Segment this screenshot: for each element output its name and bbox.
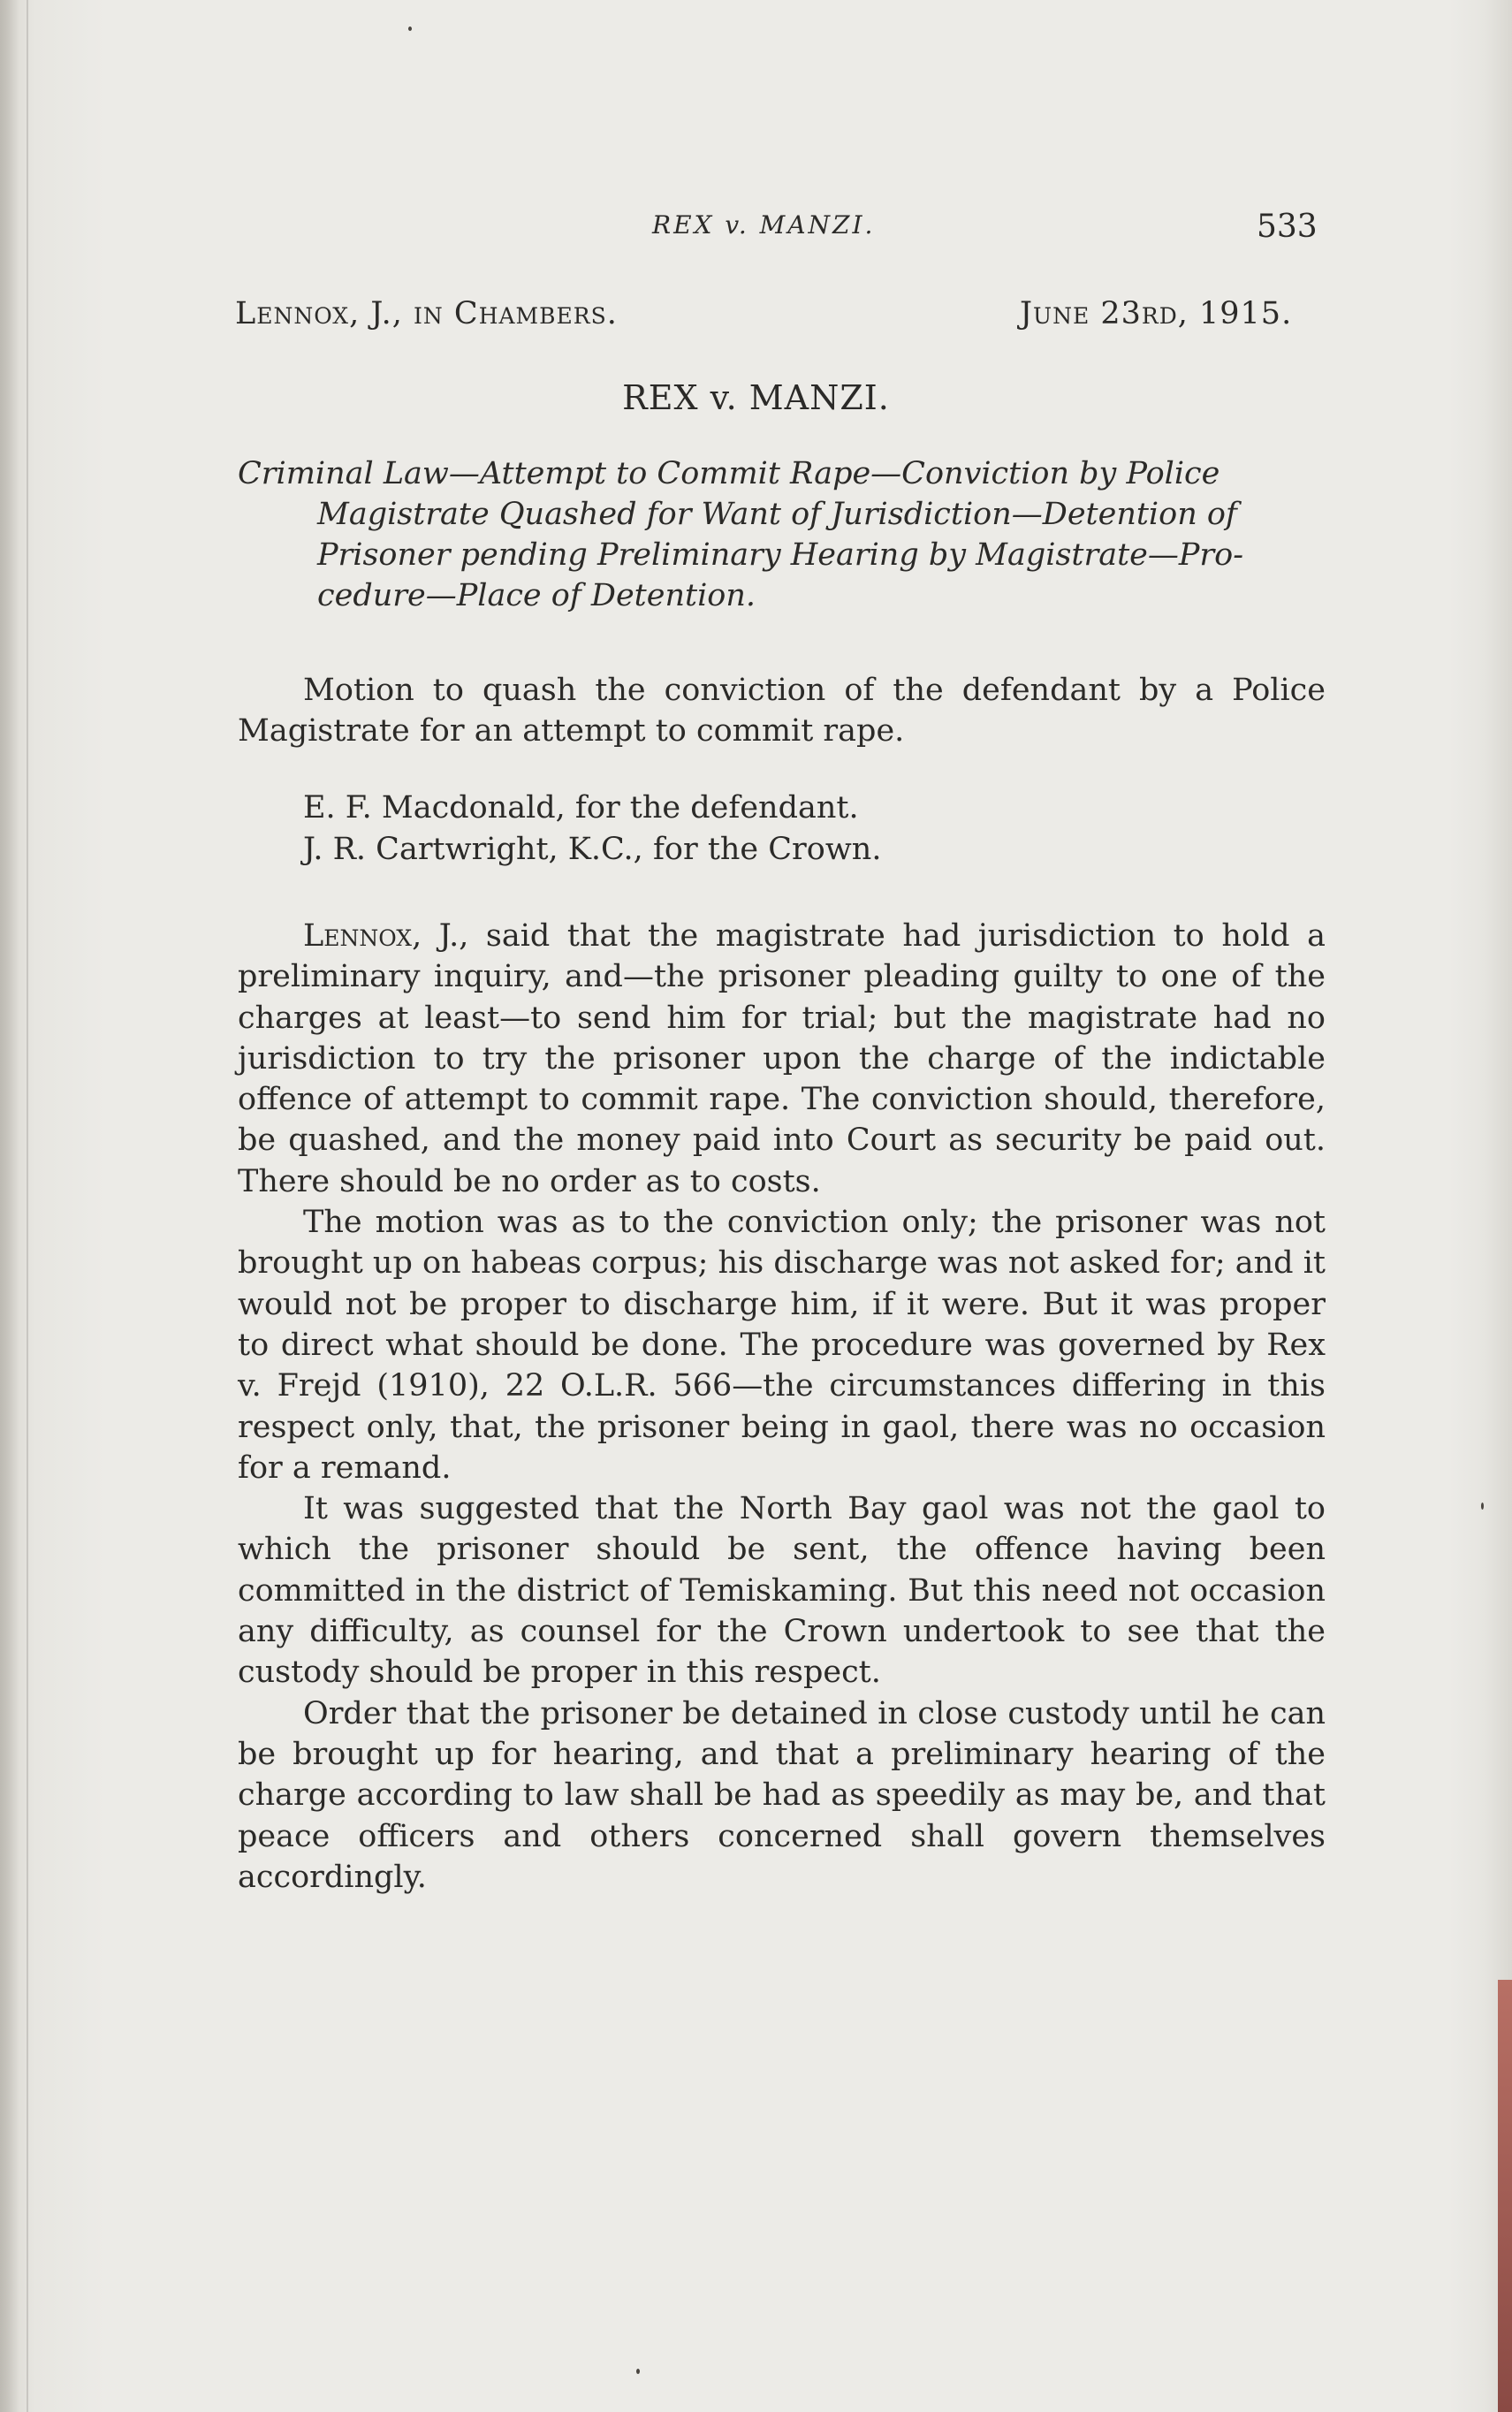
counsel-defendant: E. F. Macdonald, for the defendant. <box>303 790 859 826</box>
scan-speck <box>408 27 412 31</box>
motion-paragraph: Motion to quash the conviction of the defendant by a Police Magistrate for an attempt to commit rape. <box>238 673 1326 749</box>
date-line: June 23rd, 1915. <box>1020 296 1293 331</box>
judge-line: Lennox, J., in Chambers. <box>235 296 618 331</box>
running-title: REX v. MANZI. <box>652 210 876 240</box>
judgment-paragraph <box>238 916 1326 1202</box>
judgment-paragraph-text: , said that the magistrate had jurisdiction to hold a preliminary inquiry, and—the prisoner pleading guilty to one of the charges at least—to send him for trial; but the magistrate had no jurisdiction to try the prisoner upon the charge of the indictable offence of attempt to commit rape. The conviction should, therefore, be quashed, and the money paid into Court as security be paid out. There should be no order as to costs. <box>238 918 1326 1199</box>
headnote-line: Prisoner pending Preliminary Hearing by Magistrate—Pro- <box>317 537 1244 573</box>
judgment-paragraph: Order that the prisoner be detained in close custody until he can be brought up for hearing, and that a preliminary hearing of the charge according to law shall be had as speedily as may be, and that peace officers and others concerned shall govern themselves accordingly. <box>238 1695 1326 1895</box>
page-number: 533 <box>1257 209 1318 245</box>
adjacent-page-edge <box>1498 1980 1512 2412</box>
judgment-paragraph: The motion was as to the conviction only; the prisoner was not brought up on habeas corpus; his discharge was not asked for; and it would not be proper to discharge him, if it were. But it was proper to direct what should be done. The procedure was governed by Rex v. Frejd (1910), 22 O.L.R. 566—the circumstances differing in this respect only, that, the prisoner being in gaol, there was no occasion for a remand. <box>238 1205 1326 1486</box>
judgment-body <box>238 916 1326 1898</box>
headnote-line: cedure—Place of Detention. <box>317 578 756 613</box>
counsel-crown: J. R. Cartwright, K.C., for the Crown. <box>303 832 882 867</box>
judge-name: Lennox, J. <box>303 918 460 954</box>
headnote <box>158 453 1323 616</box>
headnote-line: Criminal Law—Attempt to Commit Rape—Conviction by Police <box>238 456 1220 491</box>
binding-line <box>27 0 28 2412</box>
case-title: REX v. MANZI. <box>622 378 890 417</box>
scan-speck <box>1481 1503 1484 1510</box>
headnote-line: Magistrate Quashed for Want of Jurisdiction—Detention of <box>317 497 1237 532</box>
gutter-shadow <box>0 0 19 2412</box>
judgment-paragraph: It was suggested that the North Bay gaol was not the gaol to which the prisoner should be sent, the offence having been committed in the district of Temiskaming. But this need not occasion any difficulty, as counsel for the Crown undertook to see that the custody should be proper in this respect. <box>238 1491 1326 1691</box>
scan-speck <box>636 2369 640 2374</box>
